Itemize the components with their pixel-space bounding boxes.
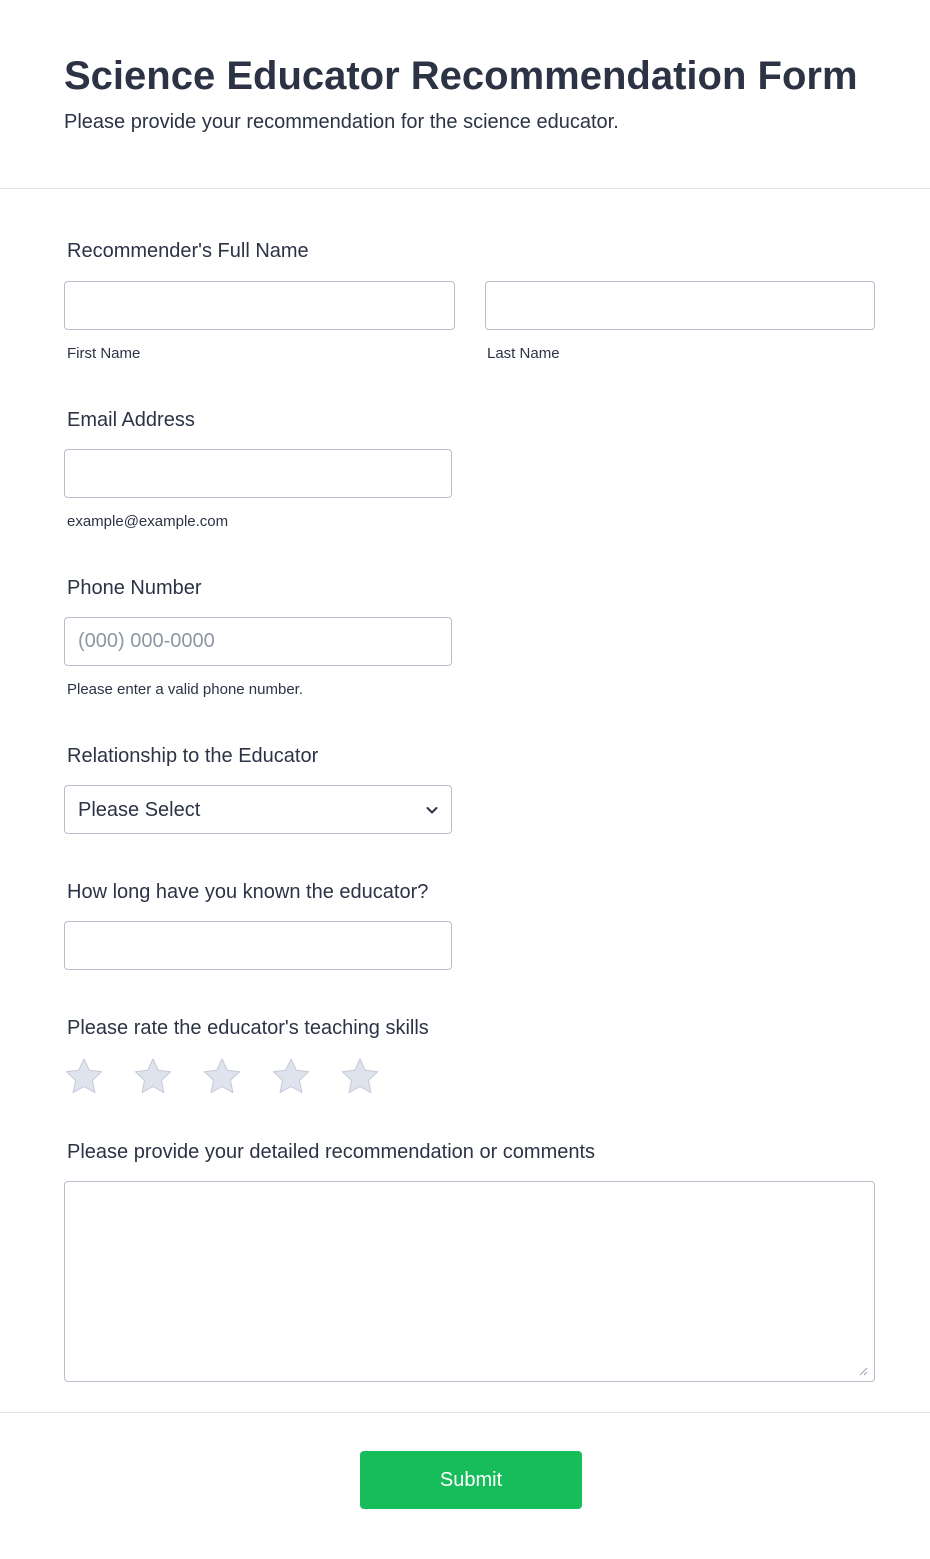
- first-name-sublabel: First Name: [67, 345, 141, 362]
- star-icon[interactable]: [271, 1057, 311, 1097]
- email-label: Email Address: [67, 409, 195, 431]
- phone-label: Phone Number: [67, 577, 202, 599]
- known-duration-input[interactable]: [64, 921, 452, 970]
- star-icon[interactable]: [133, 1057, 173, 1097]
- relationship-dropdown[interactable]: [64, 785, 452, 834]
- star-icon[interactable]: [64, 1057, 104, 1097]
- chevron-down-icon: [425, 803, 439, 817]
- star-icon[interactable]: [202, 1057, 242, 1097]
- star-icon[interactable]: [340, 1057, 380, 1097]
- form-header: [0, 0, 930, 189]
- star-rating: [64, 1057, 394, 1097]
- email-field[interactable]: [64, 449, 452, 498]
- known-duration-label: How long have you known the educator?: [67, 881, 429, 903]
- page-subtitle: Please provide your recommendation for the science educator.: [64, 111, 619, 133]
- rating-label: Please rate the educator's teaching skills: [67, 1017, 429, 1039]
- relationship-label: Relationship to the Educator: [67, 745, 319, 767]
- phone-input[interactable]: [64, 617, 452, 666]
- footer-divider: [0, 1412, 930, 1413]
- last-name-input[interactable]: [485, 281, 875, 330]
- last-name-sublabel: Last Name: [487, 345, 560, 362]
- submit-button[interactable]: Submit: [360, 1451, 582, 1509]
- comments-label: Please provide your detailed recommendation or comments: [67, 1141, 596, 1163]
- first-name-input[interactable]: [64, 281, 455, 330]
- full-name-label: Recommender's Full Name: [67, 240, 309, 262]
- relationship-selected-value: Please Select: [78, 799, 201, 821]
- comments-textarea[interactable]: [64, 1181, 875, 1382]
- email-sublabel: example@example.com: [67, 513, 229, 530]
- resize-grip-icon[interactable]: [858, 1366, 868, 1376]
- phone-sublabel: Please enter a valid phone number.: [67, 681, 303, 698]
- page-title: Science Educator Recommendation Form: [64, 54, 858, 98]
